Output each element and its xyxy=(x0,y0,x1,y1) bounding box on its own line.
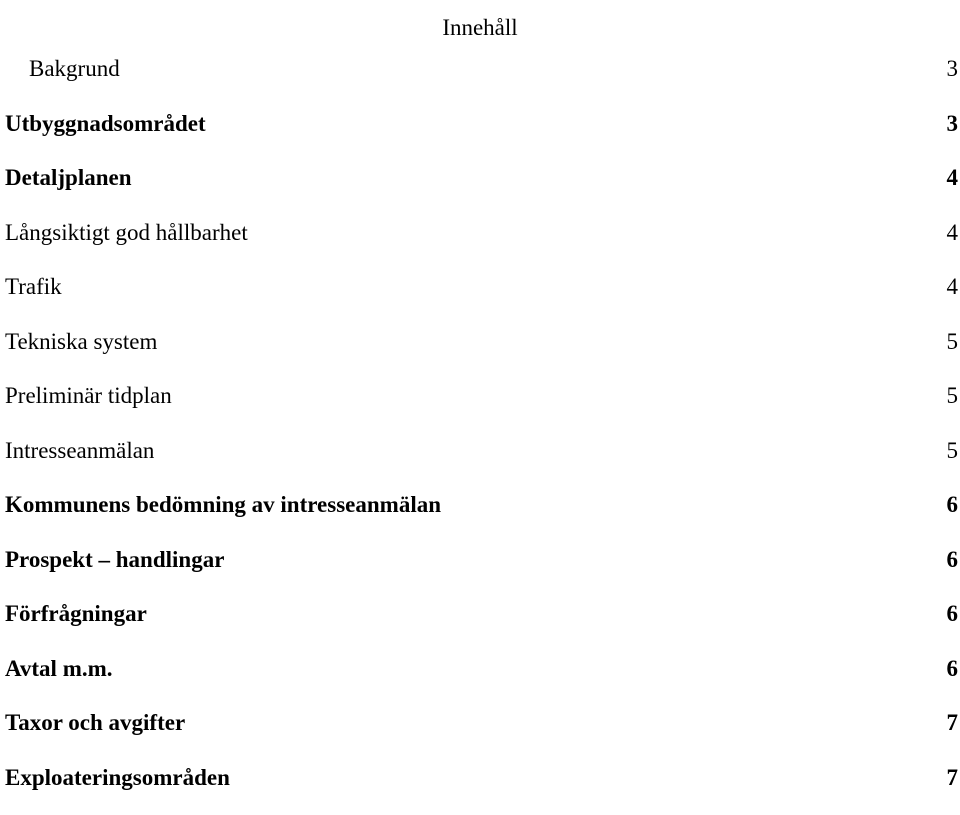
toc-entry-prospekt-handlingar[interactable] xyxy=(5,543,960,598)
toc-entry-page-number: 7 xyxy=(947,706,959,740)
toc-entry-label: Utbyggnadsområdet xyxy=(5,107,206,141)
toc-entry-forfragningar[interactable] xyxy=(5,597,960,652)
toc-entry-page-number: 5 xyxy=(947,379,959,413)
toc-entry-label: Förfrågningar xyxy=(5,597,147,631)
toc-entry-taxor-och-avgifter[interactable] xyxy=(5,706,960,761)
toc-entry-label: Trafik xyxy=(5,270,62,304)
toc-entry-label: Preliminär tidplan xyxy=(5,379,172,413)
toc-entry-detaljplanen[interactable] xyxy=(5,161,960,216)
toc-entry-label: Långsiktigt god hållbarhet xyxy=(5,216,248,250)
toc-entry-bakgrund[interactable] xyxy=(5,52,960,107)
toc-entry-utbyggnadsomradet[interactable] xyxy=(5,107,960,162)
toc-entry-page-number: 6 xyxy=(947,543,959,577)
toc-entry-page-number: 3 xyxy=(947,107,959,141)
toc-title: Innehåll xyxy=(0,15,960,41)
toc-entry-page-number: 4 xyxy=(947,270,959,304)
toc-entry-avtal[interactable] xyxy=(5,652,960,707)
toc-entry-langsiktigt-god-hallbarhet[interactable] xyxy=(5,216,960,271)
toc-entry-preliminar-tidplan[interactable] xyxy=(5,379,960,434)
toc-entry-page-number: 5 xyxy=(947,434,959,468)
toc-entry-exploateringsomraden[interactable] xyxy=(5,761,960,815)
toc-entry-label: Intresseanmälan xyxy=(5,434,154,468)
toc-entry-label: Tekniska system xyxy=(5,325,157,359)
toc-entry-page-number: 6 xyxy=(947,652,959,686)
toc-entry-page-number: 7 xyxy=(947,761,959,795)
toc-entry-label: Bakgrund xyxy=(29,52,120,86)
toc-entry-label: Detaljplanen xyxy=(5,161,132,195)
toc-entry-label: Prospekt – handlingar xyxy=(5,543,224,577)
toc-entry-kommunens-bedomning[interactable] xyxy=(5,488,960,543)
toc-entry-trafik[interactable] xyxy=(5,270,960,325)
toc-entry-page-number: 6 xyxy=(947,488,959,522)
toc-entry-tekniska-system[interactable] xyxy=(5,325,960,380)
toc-entry-page-number: 4 xyxy=(947,161,959,195)
toc-entry-page-number: 3 xyxy=(947,52,959,86)
table-of-contents xyxy=(5,52,960,815)
toc-entry-intresseanmalan[interactable] xyxy=(5,434,960,489)
toc-entry-label: Taxor och avgifter xyxy=(5,706,185,740)
toc-entry-page-number: 6 xyxy=(947,597,959,631)
toc-entry-label: Kommunens bedömning av intresseanmälan xyxy=(5,488,441,522)
toc-entry-page-number: 4 xyxy=(947,216,959,250)
toc-entry-label: Exploateringsområden xyxy=(5,761,230,795)
toc-entry-label: Avtal m.m. xyxy=(5,652,113,686)
toc-entry-page-number: 5 xyxy=(947,325,959,359)
